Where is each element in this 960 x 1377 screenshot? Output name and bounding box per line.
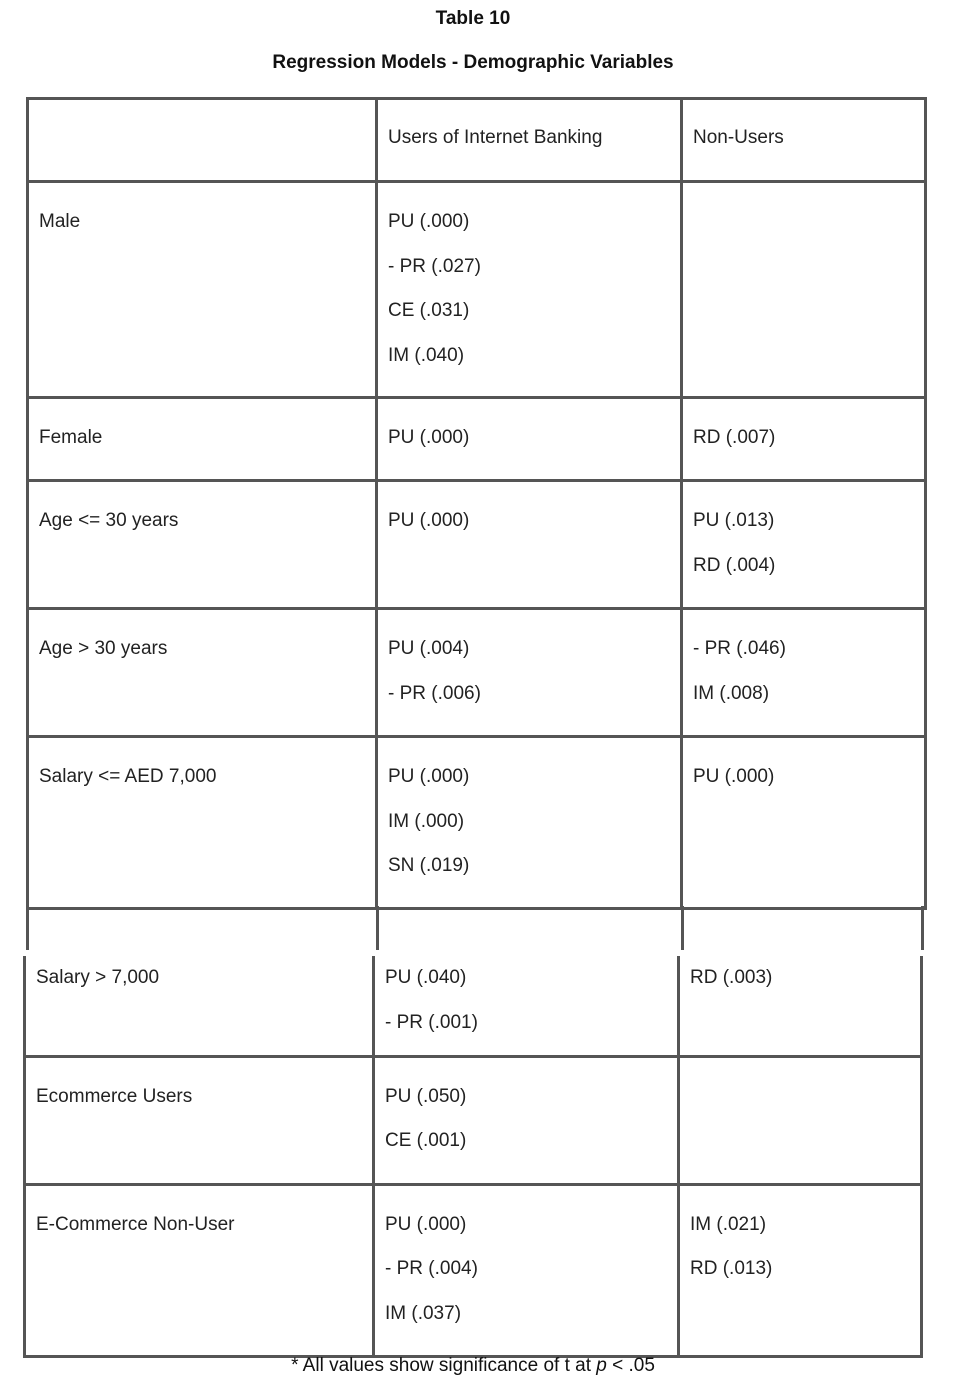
header-row [28, 99, 926, 182]
nonusers-cell: RD (.003) [679, 956, 922, 1056]
regression-table-part-2 [23, 956, 923, 1358]
users-cell: PU (.000) IM (.000) SN (.019) [377, 737, 682, 909]
footnote: * All values show significance of t at p < .05 [291, 1355, 655, 1376]
row-label: E-Commerce Non-User [25, 1184, 374, 1356]
table-number: Table 10 [435, 8, 511, 29]
row-label: Female [28, 398, 377, 481]
users-cell: PU (.000) [377, 398, 682, 481]
header-cell-users: Users of Internet Banking [377, 99, 682, 182]
table-row [28, 481, 926, 609]
header-cell-empty [28, 99, 377, 182]
nonusers-cell: IM (.021) RD (.013) [679, 1184, 922, 1356]
regression-table-part-1 [26, 97, 927, 910]
table-row [25, 1056, 922, 1184]
row-label: Male [28, 182, 377, 398]
page-break-row-stub [26, 906, 924, 950]
nonusers-cell: PU (.000) [682, 737, 926, 909]
table-row [28, 182, 926, 398]
table-title: Regression Models - Demographic Variables [272, 52, 674, 73]
table-row [25, 956, 922, 1056]
users-cell: PU (.004) - PR (.006) [377, 609, 682, 737]
row-label: Age > 30 years [28, 609, 377, 737]
users-cell: PU (.000) [377, 481, 682, 609]
column-divider [376, 906, 379, 950]
table-row [28, 737, 926, 909]
table-row [28, 609, 926, 737]
users-cell: PU (.000) - PR (.004) IM (.037) [374, 1184, 679, 1356]
nonusers-cell [679, 1056, 922, 1184]
header-cell-nonusers: Non-Users [682, 99, 926, 182]
row-label: Salary <= AED 7,000 [28, 737, 377, 909]
table-row [25, 1184, 922, 1356]
row-label: Salary > 7,000 [25, 956, 374, 1056]
column-divider [681, 906, 684, 950]
users-cell: PU (.050) CE (.001) [374, 1056, 679, 1184]
table-row [28, 398, 926, 481]
users-cell: PU (.000) - PR (.027) CE (.031) IM (.040) [377, 182, 682, 398]
users-cell: PU (.040) - PR (.001) [374, 956, 679, 1056]
nonusers-cell: RD (.007) [682, 398, 926, 481]
row-label: Age <= 30 years [28, 481, 377, 609]
nonusers-cell: PU (.013) RD (.004) [682, 481, 926, 609]
nonusers-cell: - PR (.046) IM (.008) [682, 609, 926, 737]
nonusers-cell [682, 182, 926, 398]
row-label: Ecommerce Users [25, 1056, 374, 1184]
